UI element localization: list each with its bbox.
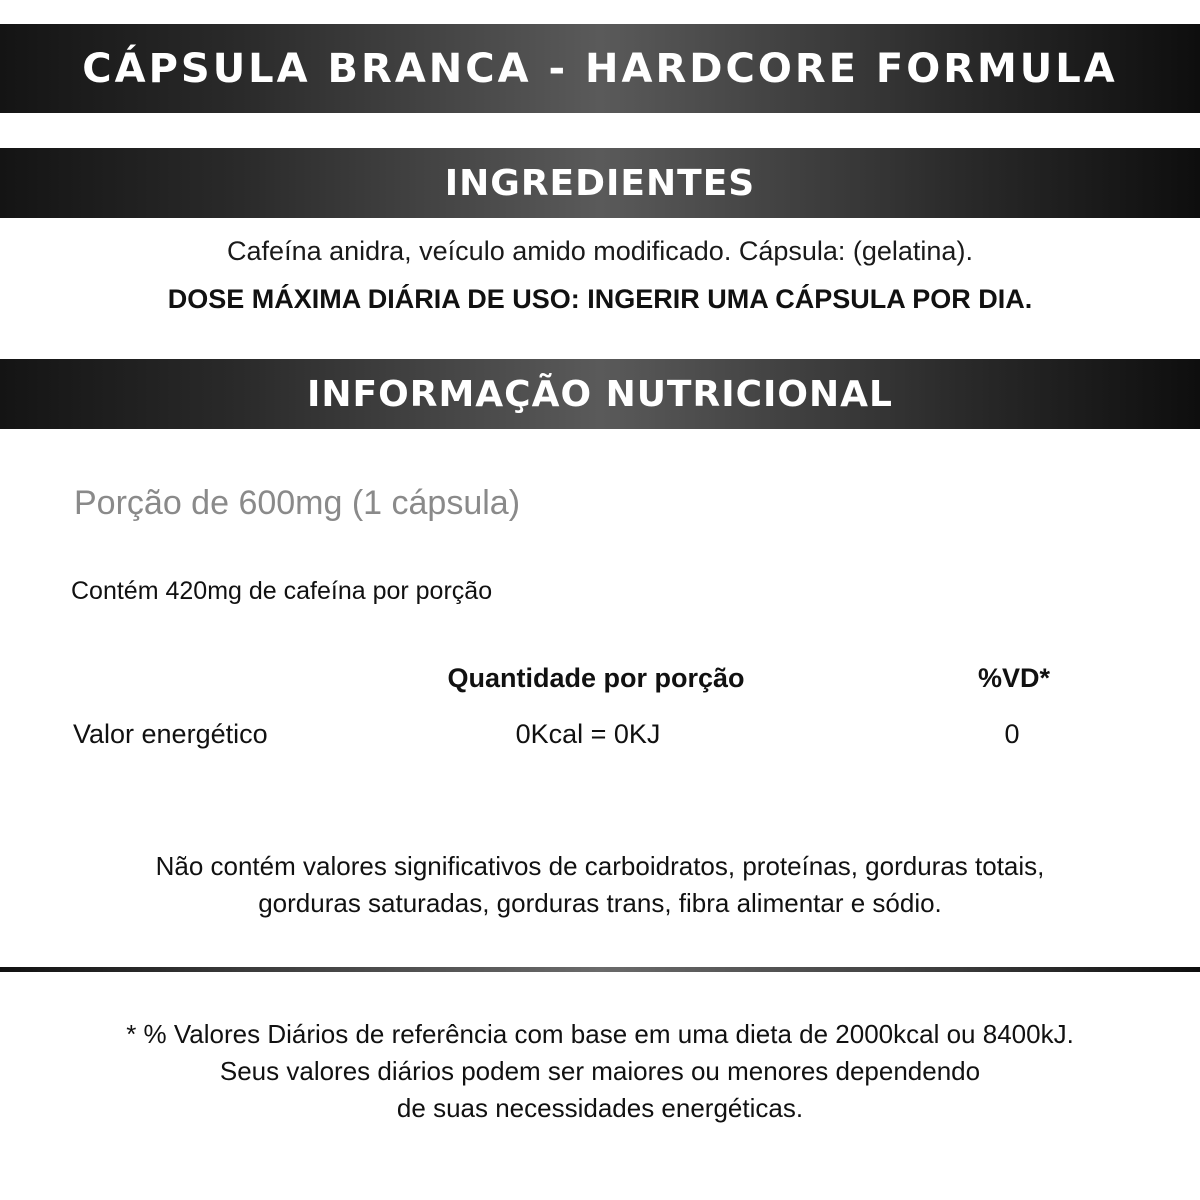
column-header-quantity: Quantidade por porção [447,663,745,693]
footnote-line: * % Valores Diários de referência com base em uma dieta de 2000kcal ou 8400kJ. [126,1019,1074,1049]
footnote-line: Seus valores diários podem ser maiores ou menores dependendo [219,1056,981,1086]
row-quantity-energy: 0Kcal = 0KJ [515,719,661,749]
product-title: CÁPSULA BRANCA - HARDCORE FORMULA [82,45,1118,92]
ingredients-list: Cafeína anidra, veículo amido modificado. Cápsula: (gelatina). [227,236,973,266]
footnote-line: de suas necessidades energéticas. [396,1093,804,1123]
portion-size: Porção de 600mg (1 cápsula) [74,484,521,522]
nutrition-heading-banner [0,359,1200,429]
ingredients-heading: INGREDIENTES [444,162,756,204]
column-header-vd: %VD* [977,663,1051,693]
disclaimer-line: gorduras saturadas, gorduras trans, fibra alimentar e sódio. [258,888,942,918]
max-dose-warning: DOSE MÁXIMA DIÁRIA DE USO: INGERIR UMA CÁPSULA POR DIA. [167,284,1033,314]
row-label-energy: Valor energético [73,719,268,749]
nutrition-disclaimer [0,848,1200,922]
ingredients-heading-banner [0,148,1200,218]
daily-value-footnote [0,1016,1200,1127]
caffeine-content-note: Contém 420mg de cafeína por porção [71,577,493,605]
disclaimer-line: Não contém valores significativos de carboidratos, proteínas, gorduras totais, [155,851,1045,881]
nutrition-heading: INFORMAÇÃO NUTRICIONAL [307,373,893,415]
row-vd-energy: 0 [1004,719,1020,749]
product-title-banner [0,24,1200,113]
section-divider [0,967,1200,972]
